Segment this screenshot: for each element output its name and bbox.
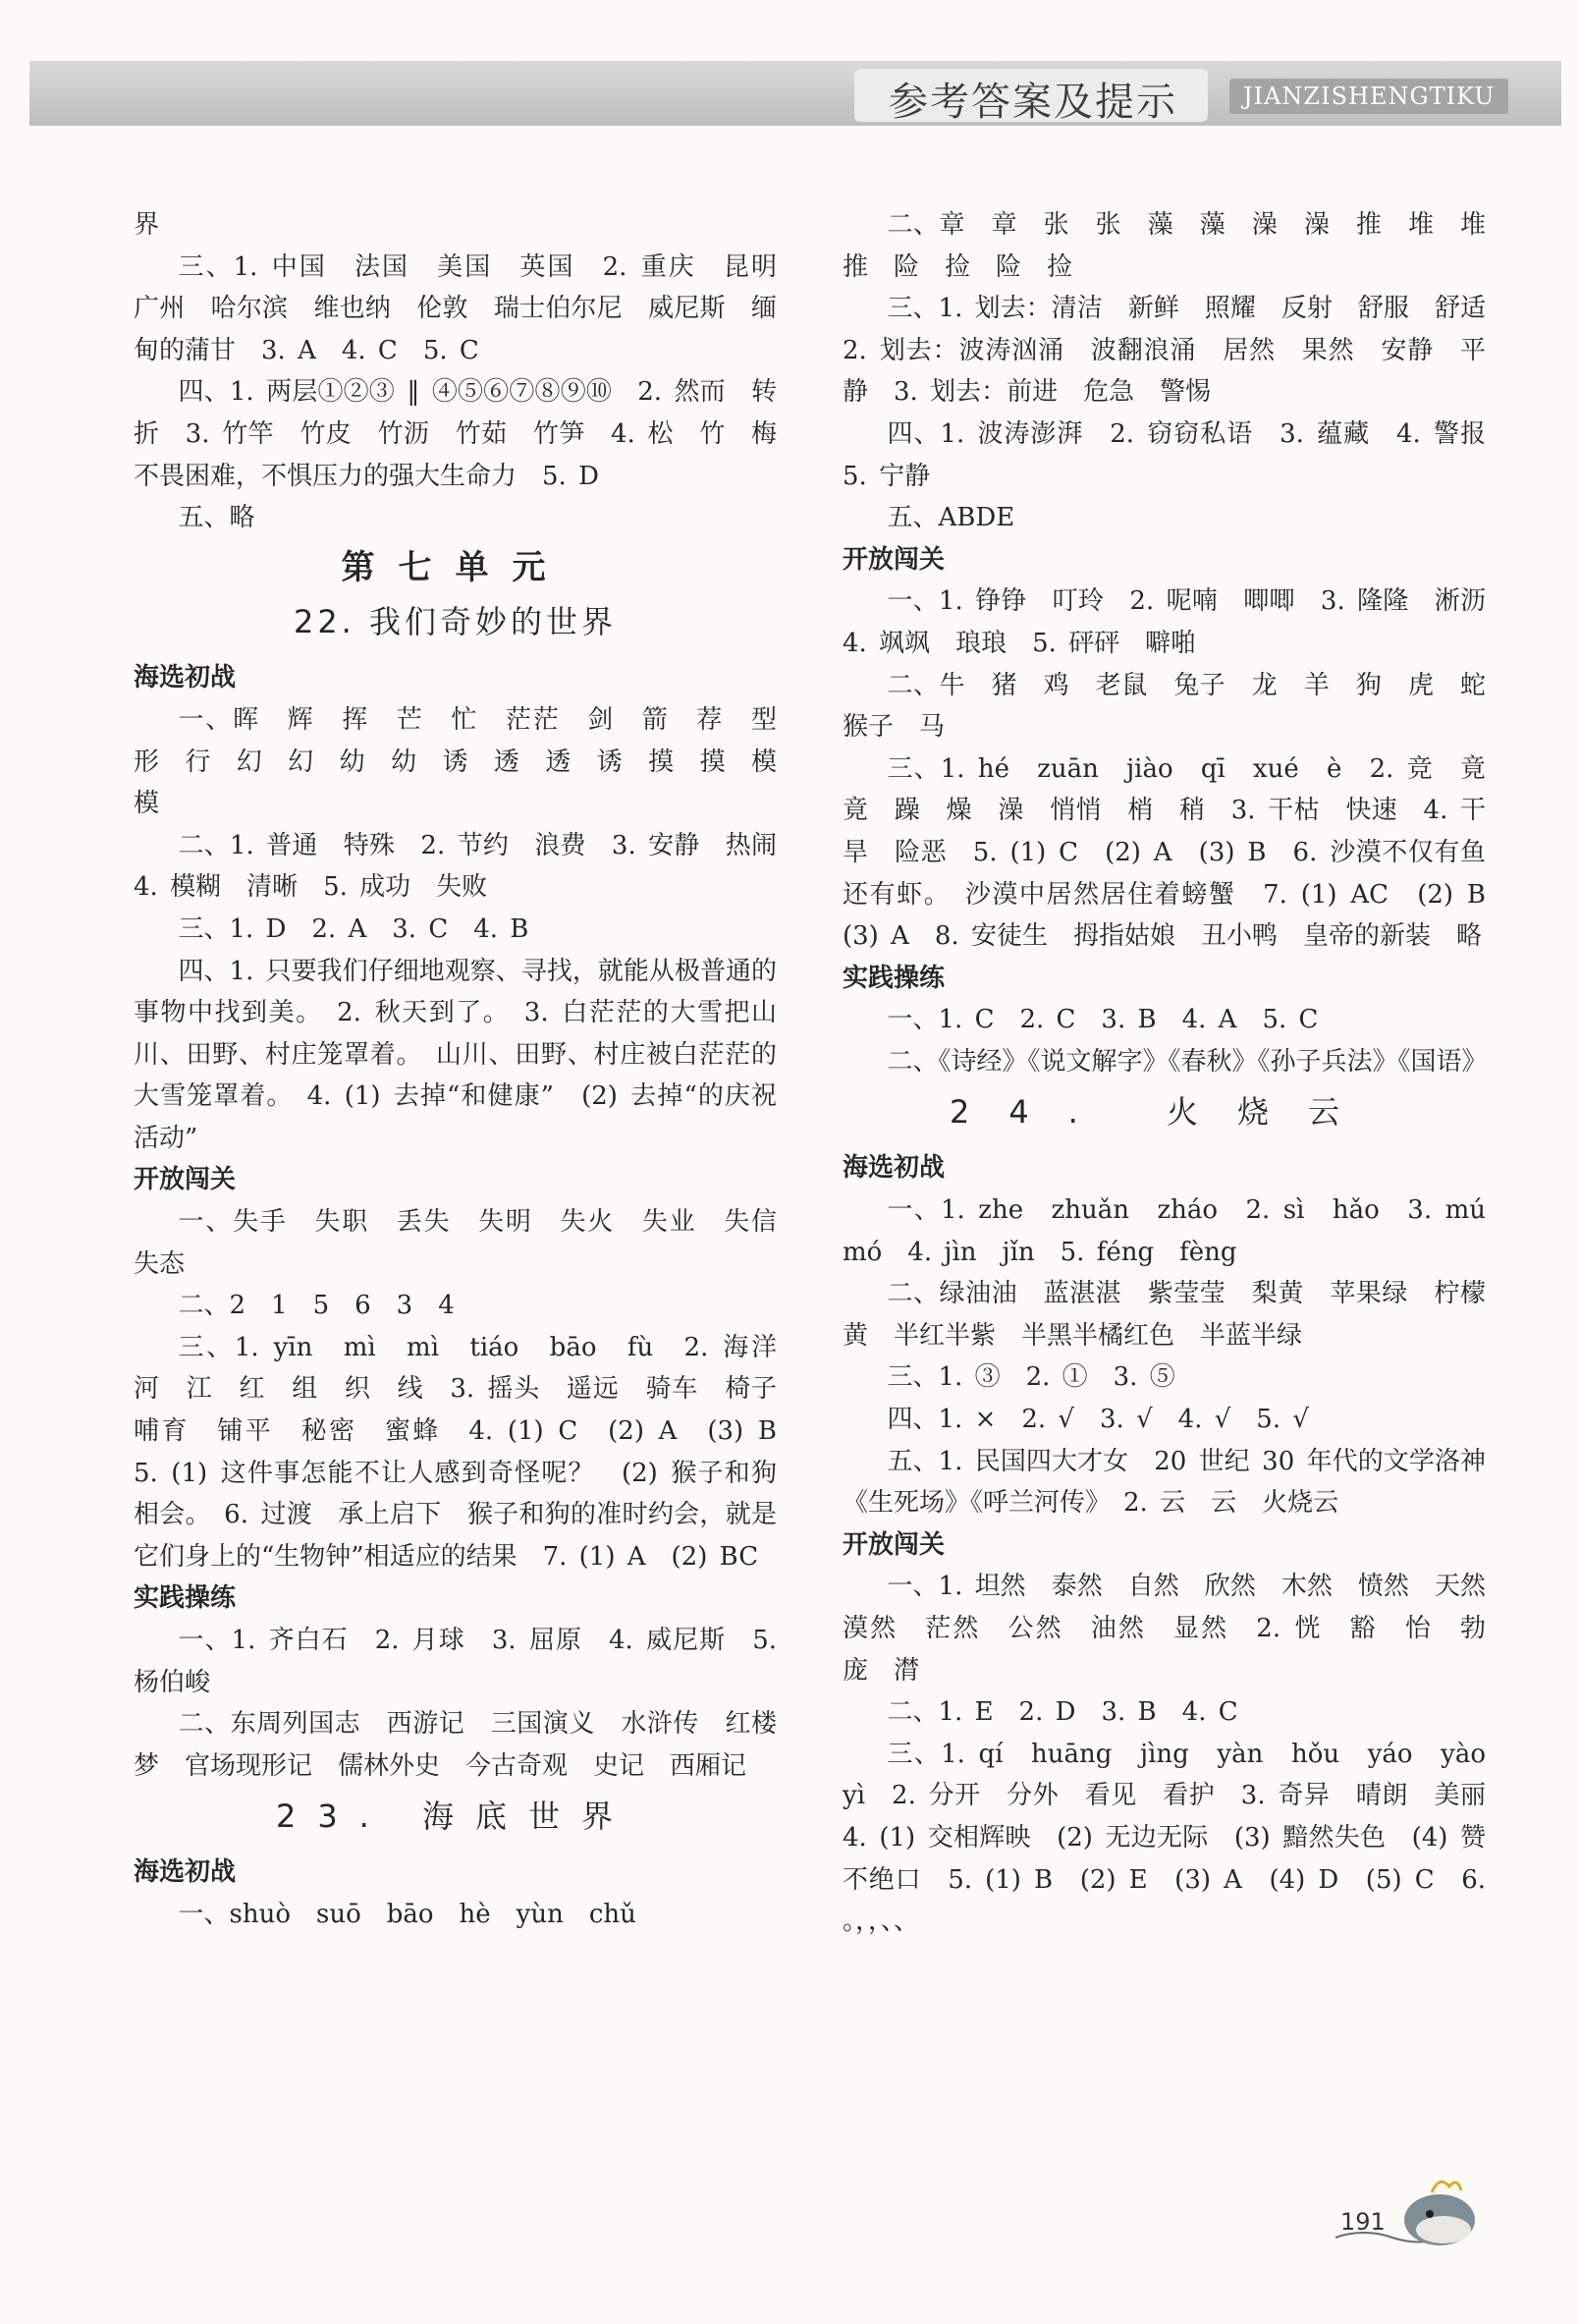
answer-paragraph: 二、1. E 2. D 3. B 4. C <box>887 1697 1238 1728</box>
answer-paragraph: 一、1. 齐白石 2. 月球 3. 屈原 4. 威尼斯 5. 杨伯峻 <box>134 1626 777 1697</box>
answer-paragraph: 二、绿油油 蓝湛湛 紫莹莹 梨黄 苹果绿 柠檬黄 半红半紫 半黑半橘红色 半蓝半绿 <box>843 1279 1486 1351</box>
answer-paragraph: 二、1. 普通 特殊 2. 节约 浪费 3. 安静 热闹 4. 模糊 清晰 5. 成功 失败 <box>134 830 803 903</box>
page-header-title: 参考答案及提示 <box>889 80 1177 125</box>
answer-paragraph: 四、1. 两层①②③ ‖ ④⑤⑥⑦⑧⑨⑩ 2. 然而 转折 3. 竹竿 竹皮 竹沥 竹茹 竹笋 4. 松 竹 梅 不畏困难，不惧压力的强大生命力 5. D <box>134 377 803 491</box>
lesson-title: 23. 海底世界 <box>275 1798 635 1836</box>
lesson-title: 24. 火烧云 <box>949 1093 1380 1132</box>
answer-paragraph: 三、1. qí huāng jìng yàn hǒu yáo yào yì 2. 分开 分外 看见 看护 3. 奇异 晴朗 美丽 4. (1) 交相辉映 (2) 无边无际 (3) 黯然失色 (4) 赞不绝口 5. (1) B (2) E (3) A (4) D (5) C 6. 。，，、、 <box>843 1739 1512 1937</box>
answer-paragraph: 二、2 1 5 6 3 4 <box>178 1291 455 1321</box>
section-heading: 实践操练 <box>134 1583 237 1614</box>
section-heading: 海选初战 <box>134 663 237 693</box>
answer-paragraph: 一、1. 坦然 泰然 自然 欣然 木然 愤然 天然 漠然 茫然 公然 油然 显然 2. 恍 豁 怡 勃 庞 潸 <box>843 1572 1512 1686</box>
answer-paragraph: 四、1. × 2. √ 3. √ 4. √ 5. √ <box>887 1405 1309 1435</box>
answer-paragraph: 三、1. yīn mì mì tiáo bāo fù 2. 海洋 河 江 红 组 织 线 3. 摇头 遥远 骑车 椅子 哺育 铺平 秘密 蜜蜂 4. (1) C (2) A (3) B 5. (1) 这件事怎能不让人感到奇怪呢？ (2) 猴子和狗相会。 6. 过渡 承上启下 猴子和狗的准时约会，就是它们身上的“生物钟”相适应的结果 7. (1) A (2) BC <box>134 1332 803 1572</box>
section-heading: 实践操练 <box>843 963 946 993</box>
answer-paragraph: 三、1. 中国 法国 美国 英国 2. 重庆 昆明 广州 哈尔滨 维也纳 伦敦 瑞士伯尔尼 威尼斯 缅甸的蒲甘 3. A 4. C 5. C <box>134 251 803 365</box>
section-heading: 海选初战 <box>134 1857 237 1888</box>
lesson-title: 22. 我们奇妙的世界 <box>293 603 618 641</box>
answer-paragraph: 五、ABDE <box>887 503 1015 533</box>
section-heading: 开放闯关 <box>134 1165 237 1195</box>
answer-paragraph: 三、1. ③ 2. ① 3. ⑤ <box>887 1362 1175 1393</box>
answer-paragraph: 三、1. D 2. A 3. C 4. B <box>178 913 529 944</box>
section-heading: 海选初战 <box>843 1153 946 1184</box>
answer-paragraph: 三、1. hé zuān jiào qī xué è 2. 竞 竟 竟 躁 燥 澡 悄悄 梢 稍 3. 干枯 快速 4. 干旱 险恶 5. (1) C (2) A (3) B 6. 沙漠不仅有鱼还有虾。 沙漠中居然居住着螃蟹 7. (1) AC (2) B (3) A 8. 安徒生 拇指姑娘 丑小鸭 皇帝的新装 略 <box>843 753 1512 952</box>
page-header-tag: JIANZISHENGTIKU <box>1229 79 1508 114</box>
answer-paragraph: 三、1. 划去：清洁 新鲜 照耀 反射 舒服 舒适 2. 划去：波涛汹涌 波翻浪涌 居然 果然 安静 平静 3. 划去：前进 危急 警惕 <box>843 294 1512 408</box>
page-number: 191 <box>1340 2208 1386 2236</box>
section-heading: 开放闯关 <box>843 544 946 575</box>
answer-paragraph: 二、《诗经》《说文解字》《春秋》《孙子兵法》《国语》 <box>887 1046 1488 1077</box>
answer-paragraph: 五、1. 民国四大才女 20 世纪 30 年代的文学洛神 《生死场》《呼兰河传》 2. 云 云 火烧云 <box>843 1446 1512 1519</box>
right-column <box>843 204 1512 1943</box>
answer-paragraph: 一、1. C 2. C 3. B 4. A 5. C <box>887 1005 1319 1035</box>
answer-paragraph: 四、1. 波涛澎湃 2. 窃窃私语 3. 蕴藏 4. 警报 5. 宁静 <box>843 418 1512 491</box>
answer-paragraph: 五、略 <box>178 503 255 533</box>
unit-title: 第七单元 <box>341 547 570 587</box>
answer-paragraph: 界 <box>134 210 160 240</box>
section-heading: 开放闯关 <box>843 1529 946 1560</box>
answer-paragraph: 四、1. 只要我们仔细地观察、寻找，就能从极普通的事物中找到美。 2. 秋天到了。 3. 白茫茫的大雪把山川、田野、村庄笼罩着。 山川、田野、村庄被白茫茫的大雪笼罩着。 4. (1) 去掉“和健康” (2) 去掉“的庆祝活动” <box>134 956 777 1153</box>
answer-paragraph: 一、1. 铮铮 叮玲 2. 呢喃 唧唧 3. 隆隆 淅沥 4. 飒飒 琅琅 5. 砰砰 噼啪 <box>843 586 1512 658</box>
answer-paragraph: 一、晖 辉 挥 芒 忙 茫茫 剑 箭 荐 型 形 行 幻 幻 幼 幼 诱 透 透 诱 摸 摸 模 模 <box>134 704 803 819</box>
answer-paragraph: 二、东周列国志 西游记 三国演义 水浒传 红楼梦 官场现形记 儒林外史 今古奇观 史记 西厢记 <box>134 1709 777 1781</box>
answer-paragraph: 二、章 章 张 张 藻 藻 澡 澡 推 堆 堆 推 险 捡 险 捡 <box>843 210 1512 282</box>
answer-paragraph: 一、1. zhe zhuǎn zháo 2. sì hǎo 3. mú mó 4. jìn jǐn 5. féng fèng <box>843 1195 1512 1267</box>
answer-paragraph: 一、shuò suō bāo hè yùn chǔ <box>178 1899 636 1929</box>
answer-paragraph: 二、牛 猪 鸡 老鼠 兔子 龙 羊 狗 虎 蛇 猴子 马 <box>843 670 1512 743</box>
answer-paragraph: 一、失手 失职 丢失 失明 失火 失业 失信 失态 <box>134 1207 803 1279</box>
left-column <box>134 204 803 1936</box>
